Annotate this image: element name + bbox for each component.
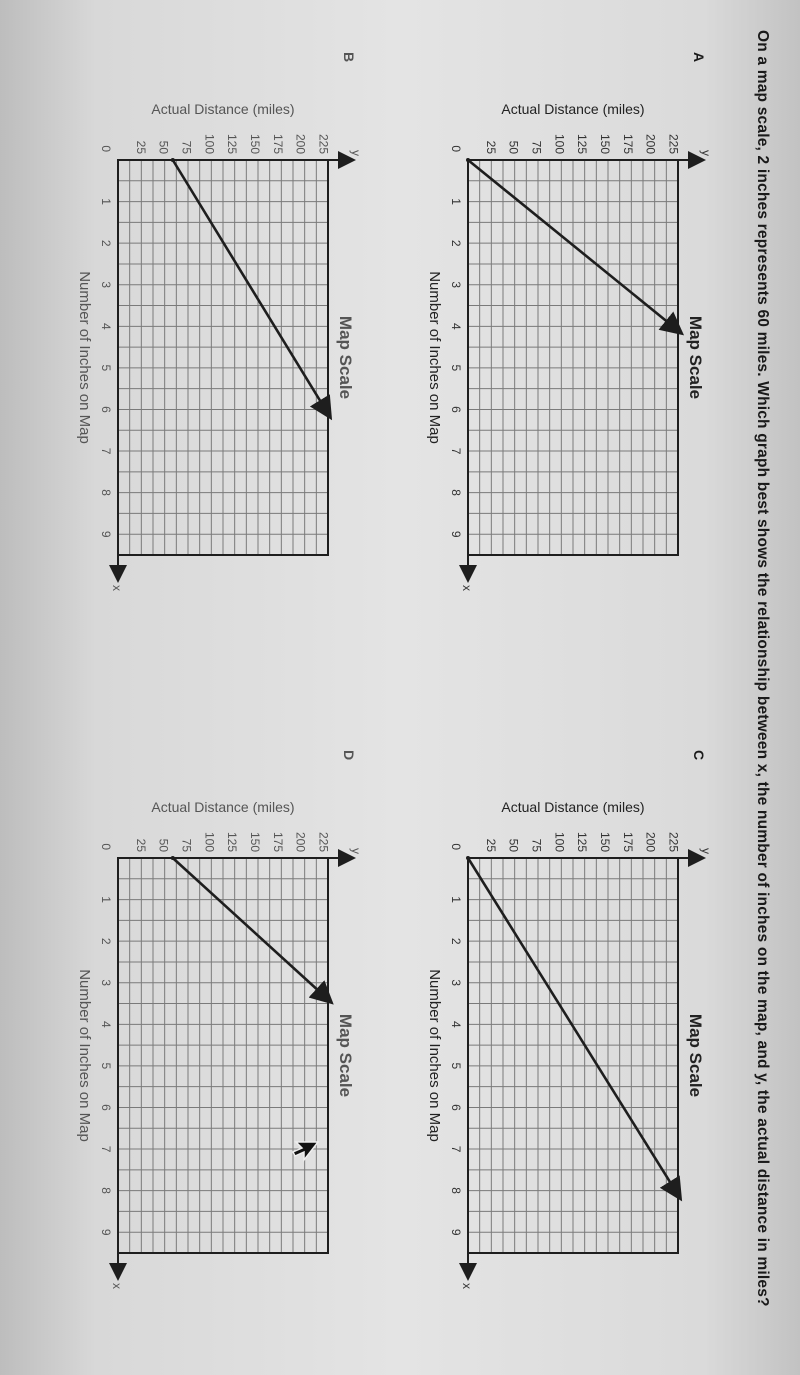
chart-a-y-tick-label: 100: [552, 133, 567, 154]
chart-b-x-axis-symbol: x: [110, 585, 124, 591]
chart-b-x-tick-label: 9: [99, 530, 113, 538]
chart-b-x-tick-label: 2: [99, 239, 113, 247]
chart-d-x-tick-label: 3: [99, 979, 113, 987]
chart-d-x-tick-label: 2: [99, 937, 113, 945]
chart-a-y-tick-label: 75: [529, 140, 544, 154]
graph-option-c[interactable]: [426, 748, 713, 1318]
chart-d-y-tick-label: 25: [133, 838, 148, 852]
chart-a-title: Map Scale: [686, 315, 705, 400]
chart-c-y-tick-label: 50: [506, 838, 521, 852]
chart-c-x-tick-label: 9: [449, 1228, 463, 1236]
chart-a-x-tick-label: 6: [449, 406, 463, 413]
chart-b-x-tick-label: 7: [99, 447, 113, 455]
chart-b-y-tick-label: 200: [293, 133, 308, 154]
chart-c-x-tick-label: 6: [449, 1104, 463, 1111]
chart-d-y-tick-label: 175: [270, 831, 285, 852]
chart-d-y-tick-label: 200: [293, 831, 308, 852]
chart-c-x-axis-symbol: x: [460, 1283, 474, 1289]
chart-a-x-axis-symbol: x: [460, 585, 474, 591]
chart-a-y-tick-label: 200: [643, 133, 658, 154]
chart-d-y-tick-label: 125: [225, 831, 240, 852]
chart-b-x-tick-label: 3: [99, 281, 113, 289]
chart-c-y-axis-label: Actual Distance (miles): [501, 799, 645, 815]
chart-c-x-tick-label: 4: [449, 1020, 463, 1028]
chart-b-y-axis-symbol: y: [349, 150, 363, 156]
chart-a-option-letter: A: [691, 52, 707, 63]
chart-b-y-tick-label: 225: [316, 133, 331, 154]
chart-b-y-tick-label: 125: [225, 133, 240, 154]
chart-c-x-tick-label: 8: [449, 1187, 463, 1194]
chart-b-x-tick-label: 4: [99, 322, 113, 330]
chart-d-y-axis-label: Actual Distance (miles): [151, 799, 295, 815]
chart-a-y-tick-label: 225: [666, 133, 681, 154]
chart-b-y-tick-label: 25: [133, 140, 148, 154]
chart-a-x-tick-label: 8: [449, 489, 463, 496]
chart-b-x-tick-label: 8: [99, 489, 113, 496]
chart-b-y-tick-label: 100: [202, 133, 217, 154]
graph-option-a[interactable]: [426, 50, 713, 620]
mouse-pointer-icon: [290, 1138, 320, 1168]
chart-b-y-axis-label: Actual Distance (miles): [151, 101, 295, 117]
chart-d-x-tick-label: 5: [99, 1062, 113, 1070]
chart-d-y-tick-label: 150: [247, 831, 262, 852]
chart-a-x-tick-label: 7: [449, 447, 463, 455]
chart-b-y-tick-label: 150: [247, 133, 262, 154]
chart-d-title: Map Scale: [336, 1013, 355, 1098]
chart-d-y-tick-label: 75: [179, 838, 194, 852]
chart-a-y-tick-label: 25: [483, 140, 498, 154]
chart-b-option-letter: B: [341, 52, 357, 63]
chart-d-x-axis-symbol: x: [110, 1283, 124, 1289]
chart-a-y-tick-label: 125: [575, 133, 590, 154]
chart-a-x-tick-label: 9: [449, 530, 463, 538]
graph-option-d[interactable]: [76, 748, 363, 1318]
chart-c-y-tick-label: 150: [597, 831, 612, 852]
chart-a-x-tick-label: 1: [449, 198, 463, 205]
chart-d-x-tick-label: 6: [99, 1104, 113, 1111]
chart-d-y-axis-symbol: y: [349, 848, 363, 854]
chart-c-x-tick-label: 2: [449, 937, 463, 945]
chart-a-origin-label: 0: [449, 145, 463, 152]
chart-d-data-point: [171, 856, 175, 860]
chart-c-y-tick-label: 75: [529, 838, 544, 852]
chart-d-x-axis-label: Number of Inches on Map: [76, 969, 93, 1142]
chart-a-y-tick-label: 150: [597, 133, 612, 154]
chart-c-y-tick-label: 200: [643, 831, 658, 852]
graph-option-b[interactable]: [76, 50, 363, 620]
chart-c-data-point: [466, 856, 470, 860]
chart-c-title: Map Scale: [686, 1013, 705, 1098]
chart-b-y-tick-label: 175: [270, 133, 285, 154]
chart-c-x-tick-label: 1: [449, 896, 463, 903]
chart-d-x-tick-label: 8: [99, 1187, 113, 1194]
chart-b-y-tick-label: 75: [179, 140, 194, 154]
chart-a-x-tick-label: 3: [449, 281, 463, 289]
chart-c-x-tick-label: 5: [449, 1062, 463, 1070]
chart-c-x-tick-label: 3: [449, 979, 463, 987]
chart-a-x-tick-label: 4: [449, 322, 463, 330]
chart-c-x-tick-label: 7: [449, 1145, 463, 1153]
chart-d-origin-label: 0: [99, 843, 113, 850]
chart-a-y-axis-symbol: y: [699, 150, 713, 156]
chart-a-data-point: [466, 158, 470, 162]
chart-b-origin-label: 0: [99, 145, 113, 152]
chart-c-y-axis-symbol: y: [699, 848, 713, 854]
chart-a-x-tick-label: 5: [449, 364, 463, 372]
chart-c-y-tick-label: 100: [552, 831, 567, 852]
chart-c-y-tick-label: 225: [666, 831, 681, 852]
chart-b-x-tick-label: 1: [99, 198, 113, 205]
chart-a-y-axis-label: Actual Distance (miles): [501, 101, 645, 117]
chart-d-y-tick-label: 225: [316, 831, 331, 852]
chart-c-x-axis-label: Number of Inches on Map: [426, 969, 443, 1142]
chart-c-option-letter: C: [691, 750, 707, 761]
chart-d-x-tick-label: 4: [99, 1020, 113, 1028]
chart-c-y-tick-label: 175: [620, 831, 635, 852]
chart-b-x-tick-label: 6: [99, 406, 113, 413]
question-text: On a map scale, 2 inches represents 60 miles. Which graph best shows the relationship between x, the number of inches on the map, and y, the actual distance in miles?: [754, 30, 771, 1307]
chart-d-x-tick-label: 7: [99, 1145, 113, 1153]
chart-d-y-tick-label: 50: [156, 838, 171, 852]
chart-c-y-tick-label: 125: [575, 831, 590, 852]
chart-d-option-letter: D: [341, 750, 357, 761]
chart-b-data-point: [171, 158, 175, 162]
chart-a-y-tick-label: 175: [620, 133, 635, 154]
chart-c-origin-label: 0: [449, 843, 463, 850]
chart-d-x-tick-label: 1: [99, 896, 113, 903]
chart-b-x-axis-label: Number of Inches on Map: [76, 271, 93, 444]
chart-b-y-tick-label: 50: [156, 140, 171, 154]
chart-d-x-tick-label: 9: [99, 1228, 113, 1236]
chart-c-y-tick-label: 25: [483, 838, 498, 852]
chart-b-title: Map Scale: [336, 315, 355, 400]
chart-a-x-tick-label: 2: [449, 239, 463, 247]
chart-b-x-tick-label: 5: [99, 364, 113, 372]
chart-d-y-tick-label: 100: [202, 831, 217, 852]
chart-a-y-tick-label: 50: [506, 140, 521, 154]
chart-a-x-axis-label: Number of Inches on Map: [426, 271, 443, 444]
